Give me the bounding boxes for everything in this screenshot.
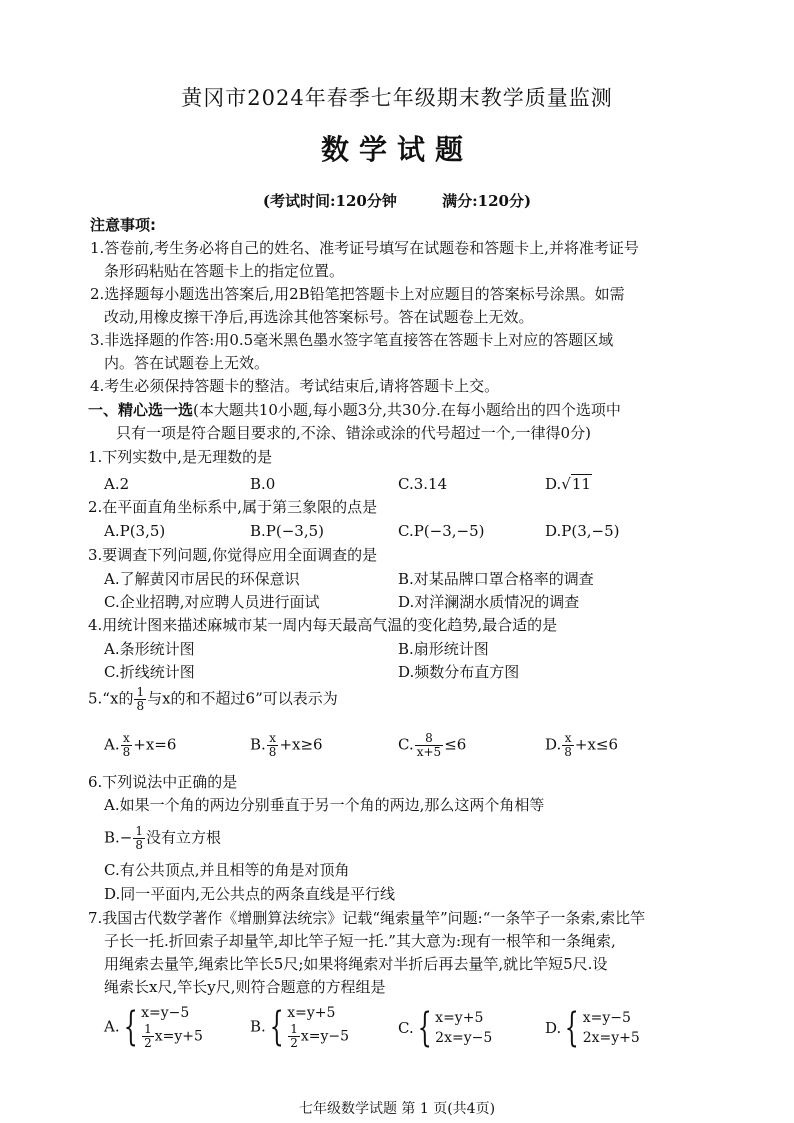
q7-option-c: C.{ x=y+5 2x=y−5: [398, 1005, 493, 1051]
note-line: 1.答卷前,考生务必将自己的姓名、准考证号填写在试题卷和答题卡上,并将准考证号: [90, 239, 639, 257]
q2-option-b: B.P(−3,5): [250, 522, 325, 540]
q4-option-b: B.扇形统计图: [398, 640, 489, 658]
q2-option-a: A.P(3,5): [104, 522, 166, 540]
note-line: 条形码粘贴在答题卡上的指定位置。: [104, 262, 345, 280]
exam-time: (考试时间:120分钟: [262, 192, 397, 210]
q1-option-b: B.0: [250, 475, 276, 493]
note-line: 3.非选择题的作答:用0.5毫米黑色墨水签字笔直接答在答题卡上对应的答题区域: [90, 331, 614, 349]
q3-stem: 3.要调查下列问题,你觉得应用全面调查的是: [88, 546, 378, 564]
q2-stem: 2.在平面直角坐标系中,属于第三象限的点是: [88, 498, 378, 516]
note-line: 4.考生必须保持答题卡的整洁。考试结束后,请将答题卡上交。: [90, 377, 500, 395]
q6-option-d: D.同一平面内,无公共点的两条直线是平行线: [104, 885, 396, 903]
q5-option-d: D. $\frac{x}{8}$ +x≤6: [545, 731, 619, 759]
q4-option-a: A.条形统计图: [104, 640, 195, 658]
q1-option-a: A.2: [104, 475, 130, 493]
q7-option-b: B.{ x=y+5 $\frac{1}{2}$ x=y−5: [250, 1003, 350, 1050]
q4-option-d: D.频数分布直方图: [398, 663, 520, 681]
note-line: 改动,用橡皮擦干净后,再选涂其他答案标号。答在试题卷上无效。: [104, 308, 534, 326]
q1-option-d: D.√11: [545, 475, 591, 493]
subject-title: 数学试题: [320, 133, 473, 166]
q7-stem-line: 子长一托.折回索子却量竿,却比竿子短一托.”其大意为:现有一根竿和一条绳索,: [104, 932, 616, 950]
q3-option-c: C.企业招聘,对应聘人员进行面试: [104, 593, 320, 611]
q3-option-d: D.对洋澜湖水质情况的调查: [398, 593, 580, 611]
q6-stem: 6.下列说法中正确的是: [88, 773, 238, 791]
fraction: $\frac{1}{8}$: [136, 685, 145, 713]
notes-heading: 注意事项:: [90, 216, 156, 234]
q1-option-c: C.3.14: [398, 475, 448, 493]
q4-stem: 4.用统计图来描述麻城市某一周内每天最高气温的变化趋势,最合适的是: [88, 616, 558, 634]
exam-info: [0, 190, 794, 211]
section-desc-2: 只有一项是符合题目要求的,不涂、错涂或涂的代号超过一个,一律得0分): [116, 424, 591, 442]
note-line: 内。答在试题卷上无效。: [104, 354, 270, 372]
q6-option-b: B.− $\frac{1}{8}$ 没有立方根: [104, 824, 222, 852]
exam-title: 黄冈市2024年春季七年级期末教学质量监测: [181, 86, 613, 110]
q5-option-b: B. $\frac{x}{8}$ +x≥6: [250, 731, 323, 759]
q1-stem: 1.下列实数中,是无理数的是: [88, 448, 273, 466]
q5-option-a: A. $\frac{x}{8}$ +x=6: [104, 731, 177, 759]
q5-stem: 5.“x的 $\frac{1}{8}$ 与x的和不超过6”可以表示为: [88, 685, 338, 713]
q7-stem-line: 用绳索去量竿,绳索比竿长5尺;如果将绳索对半折后再去量竿,就比竿短5尺.设: [104, 955, 608, 973]
section-label: 一、精心选一选: [88, 401, 194, 419]
full-score: 满分:120分): [442, 192, 532, 210]
note-line: 2.选择题每小题选出答案后,用2B铅笔把答题卡上对应题目的答案标号涂黑。如需: [90, 285, 625, 303]
page-footer: 七年级数学试题 第 1 页(共4页): [298, 1101, 496, 1117]
q6-option-c: C.有公共顶点,并且相等的角是对顶角: [104, 861, 350, 879]
q2-option-d: D.P(3,−5): [545, 522, 620, 540]
q7-stem-line: 7.我国古代数学著作《增删算法统宗》记载“绳索量竿”问题:“一条竿子一条索,索比竿: [88, 909, 646, 927]
q4-option-c: C.折线统计图: [104, 663, 195, 681]
q6-option-a: A.如果一个角的两边分别垂直于另一个角的两边,那么这两个角相等: [104, 796, 545, 814]
q7-option-a: A.{ x=y−5 $\frac{1}{2}$ x=y+5: [104, 1003, 203, 1050]
q2-option-c: C.P(−3,−5): [398, 522, 485, 540]
q5-option-c: C. $\frac{8}{x+5}$ ≤6: [398, 731, 467, 759]
sqrt-symbol: √11: [561, 475, 591, 493]
q3-option-b: B.对某品牌口罩合格率的调查: [398, 570, 594, 588]
q3-option-a: A.了解黄冈市居民的环保意识: [104, 570, 300, 588]
section-header: [88, 400, 621, 420]
section-desc: (本大题共10小题,每小题3分,共30分.在每小题给出的四个选项中: [193, 401, 621, 419]
q7-option-d: D.{ x=y−5 2x=y+5: [545, 1005, 640, 1051]
q7-stem-line: 绳索长x尺,竿长y尺,则符合题意的方程组是: [104, 978, 386, 996]
